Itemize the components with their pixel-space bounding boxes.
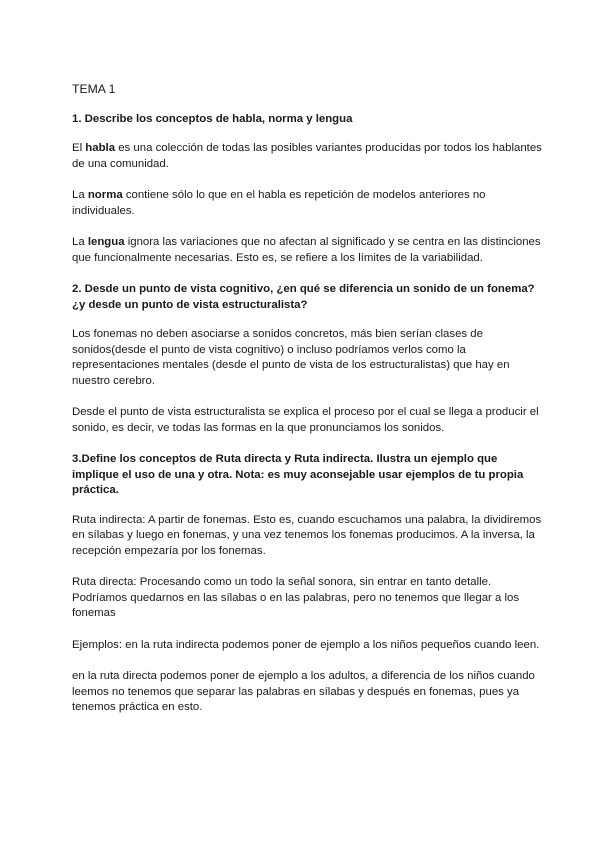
question-2: 2. Desde un punto de vista cognitivo, ¿en qué se diferencia un sonido de un fonema? ¿y desde un punto de vista estructuralista? — [72, 283, 535, 311]
paragraph-habla — [72, 141, 542, 172]
paragraph-lengua — [72, 235, 542, 266]
term-habla: habla — [85, 142, 116, 154]
paragraph-pre: La — [72, 189, 88, 201]
paragraph-pre: La — [72, 236, 88, 248]
paragraph-estructuralista: Desde el punto de vista estructuralista se explica el proceso por el cual se llega a producir el sonido, es decir, ve todas las formas en la que pronunciamos los sonidos. — [72, 406, 539, 434]
paragraph-ruta-indirecta: Ruta indirecta: A partir de fonemas. Esto es, cuando escuchamos una palabra, la dividiremos en sílabas y luego en fonemas, y una vez tenemos los fonemas producimos. A la inversa, la recepción empezaría por los fonemas. — [72, 513, 542, 557]
paragraph-post: ignora las variaciones que no afectan al significado y se centra en las distinciones que funcionalmente necesarias. Esto es, se refiere a los límites de la variabilidad. — [72, 236, 541, 264]
paragraph-ejemplos: Ejemplos: en la ruta indirecta podemos poner de ejemplo a los niños pequeños cuando leen. — [72, 638, 540, 651]
paragraph-ejemplo-adultos: en la ruta directa podemos poner de ejemplo a los adultos, a diferencia de los niños cuando leemos no tenemos que separar las palabras en sílabas y después en fonemas, pues ya tenemos práctica en esto. — [72, 670, 535, 713]
term-norma: norma — [87, 189, 123, 201]
paragraph-post: es una colección de todas las posibles variantes producidas por todos los hablantes de una comunidad. — [72, 142, 542, 170]
term-lengua: lengua — [87, 236, 125, 248]
document-title: TEMA 1 — [72, 82, 116, 96]
question-1: 1. Describe los conceptos de habla, norma y lengua — [72, 112, 353, 125]
document-page — [72, 82, 542, 732]
paragraph-pre: El — [72, 142, 86, 154]
paragraph-norma — [72, 188, 542, 219]
paragraph-ruta-directa: Ruta directa: Procesando como un todo la señal sonora, sin entrar en tanto detalle. Podríamos quedarnos en las sílabas o en las palabras, pero no tenemos que llegar a los fonemas — [72, 576, 520, 619]
question-3: 3.Define los conceptos de Ruta directa y Ruta indirecta. Ilustra un ejemplo que implique el uso de una y otra. Nota: es muy aconsejable usar ejemplos de tu propia práctica. — [72, 453, 524, 496]
paragraph-fonemas: Los fonemas no deben asociarse a sonidos concretos, más bien serían clases de sonidos(desde el punto de vista cognitivo) o incluso podríamos verlos como la representaciones mentales (desde el punto de vista de los estructuralistas) que hay en nuestro cerebro. — [72, 328, 510, 387]
paragraph-post: contiene sólo lo que en el habla es repetición de modelos anteriores no individuales. — [72, 189, 486, 217]
